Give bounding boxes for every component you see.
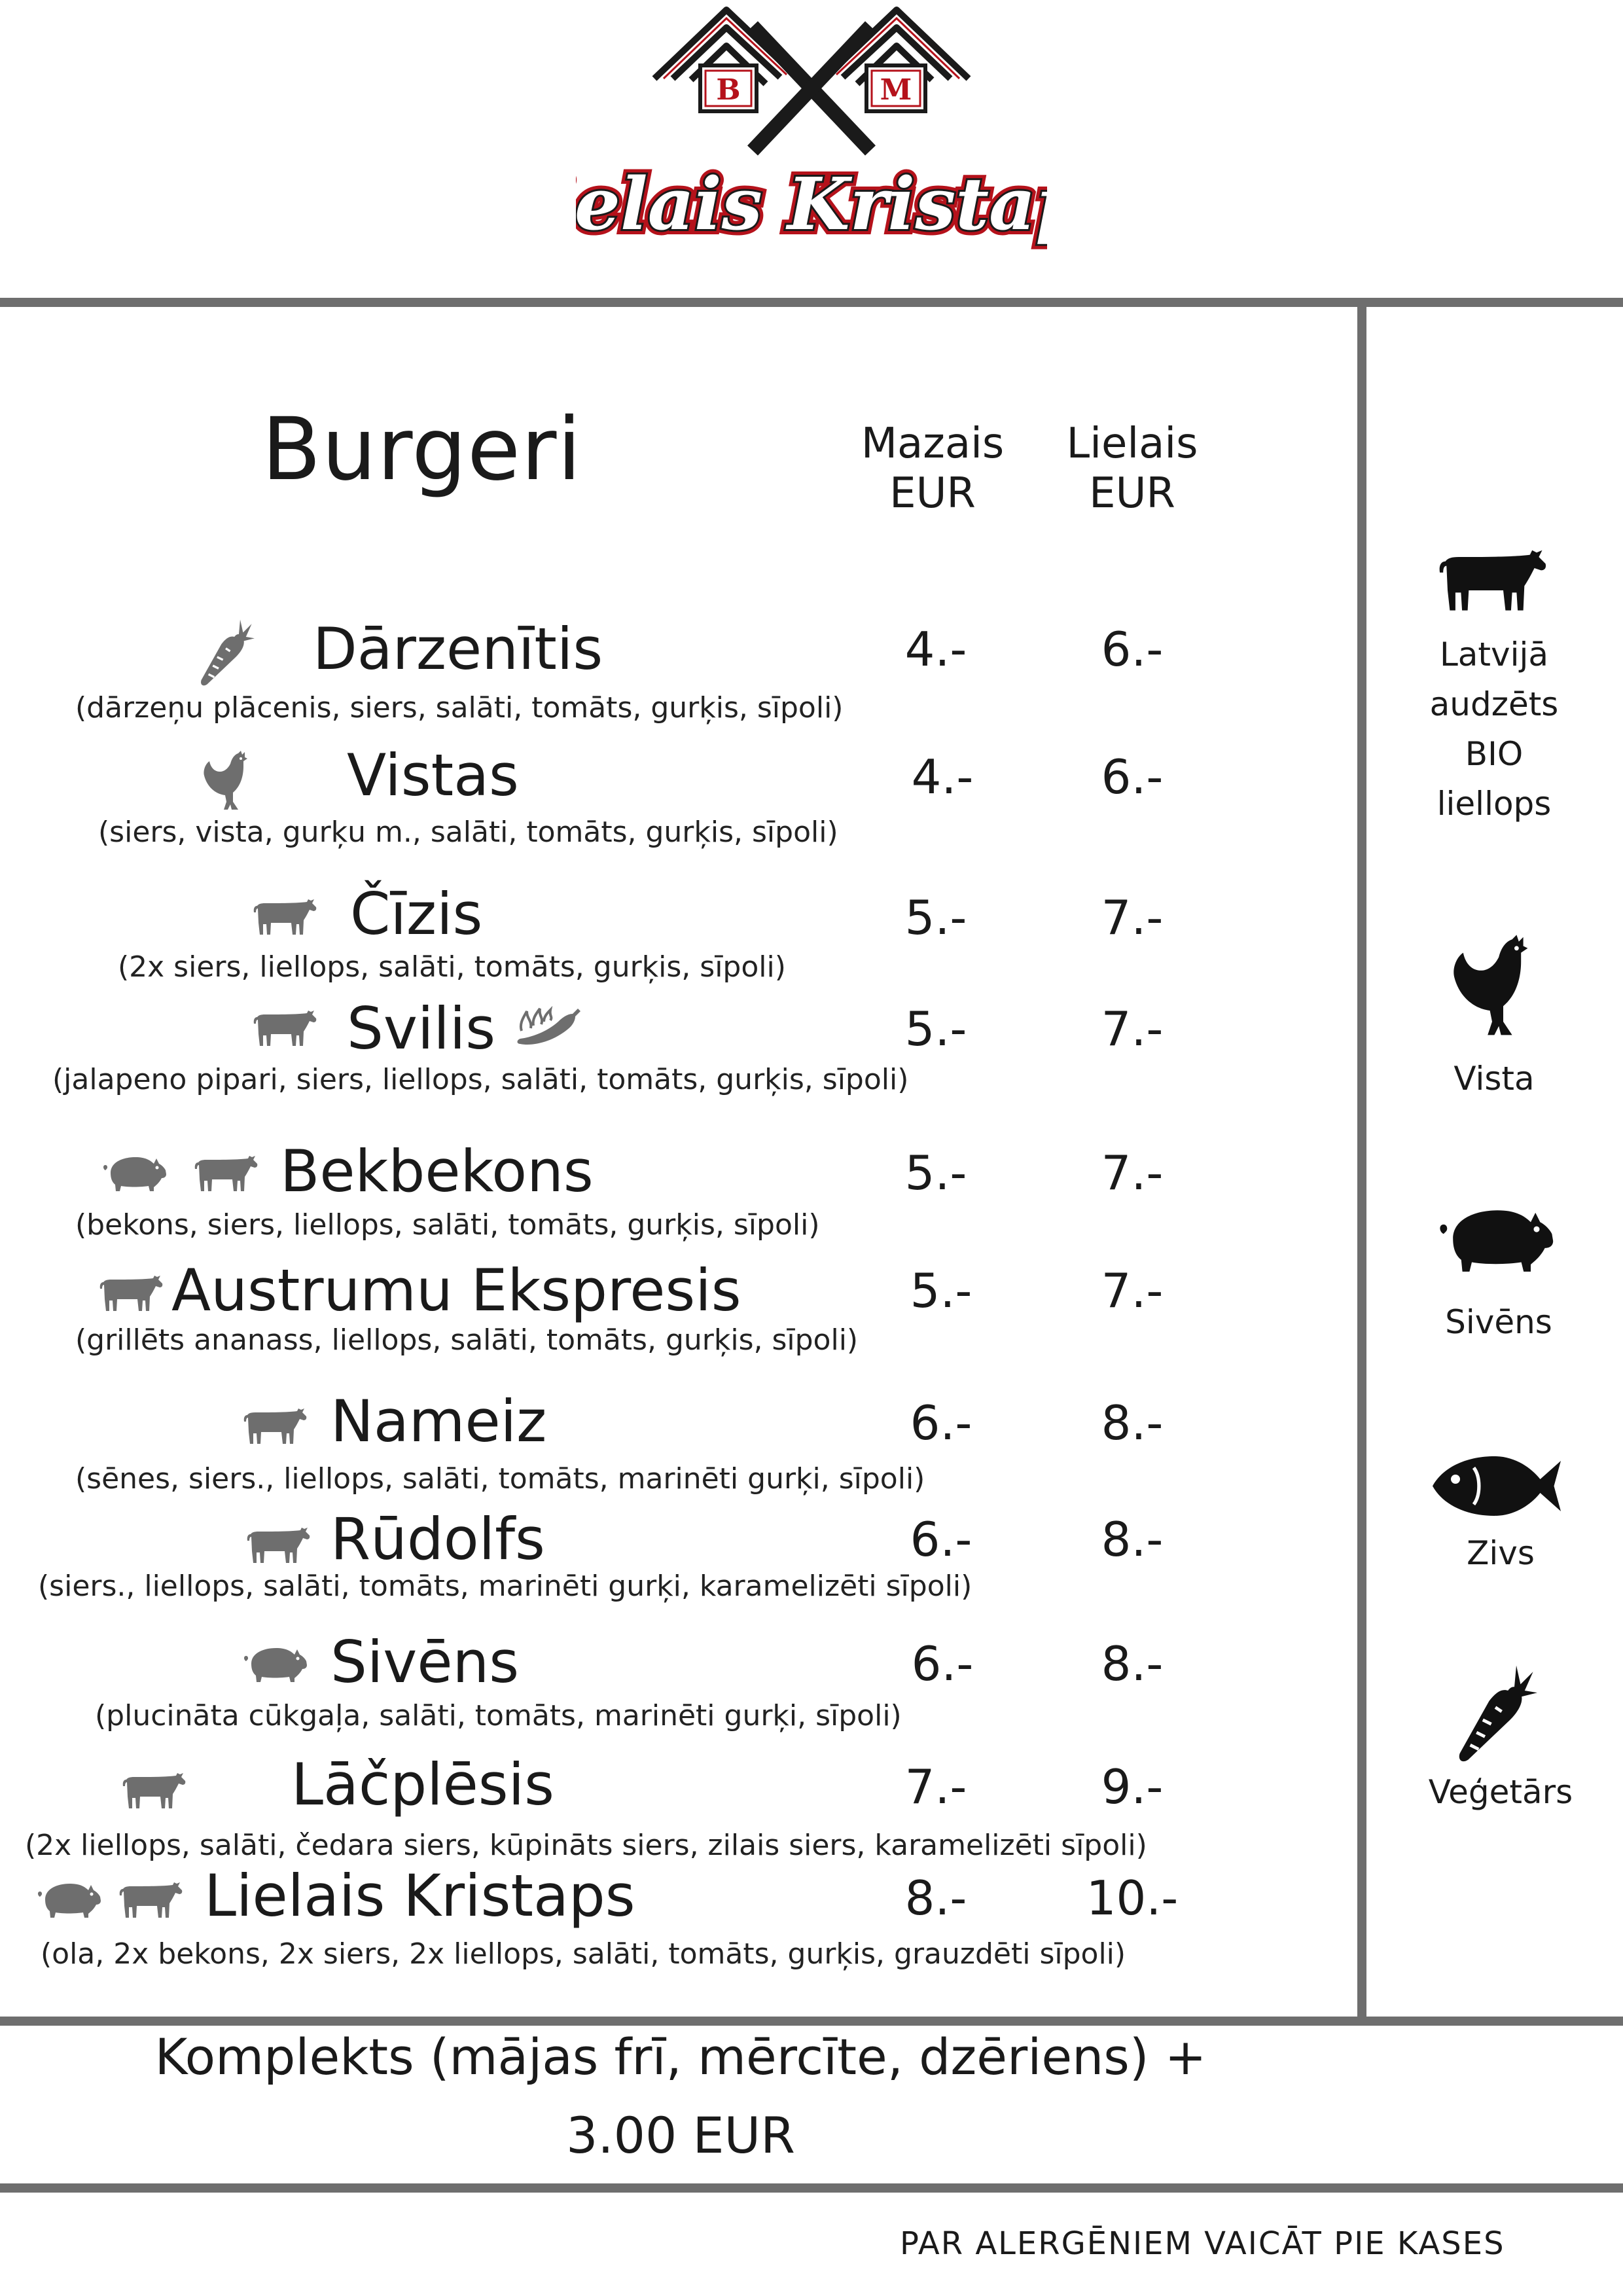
- legend-label-vegetarian: Veģetārs: [1428, 1773, 1573, 1811]
- price-large: 8.-: [1101, 1395, 1164, 1450]
- menu-title: Burgeri: [262, 399, 582, 500]
- hot-pepper-icon: [507, 1005, 586, 1050]
- price-small: 6.-: [911, 1636, 974, 1691]
- price-small: 5.-: [904, 1145, 967, 1200]
- price-small: 4.-: [904, 622, 967, 677]
- menu-item-desc: (ola, 2x bekons, 2x siers, 2x liellops, salāti, tomāts, gurķis, grauzdēti sīpoli): [41, 1937, 1126, 1971]
- menu-item-name: Bekbekons: [280, 1138, 594, 1205]
- menu-item-desc: (siers., liellops, salāti, tomāts, marinēti gurķi, karamelizēti sīpoli): [38, 1570, 972, 1603]
- cow-icon: [98, 1273, 164, 1312]
- menu-item-name: Vistas: [347, 742, 519, 809]
- menu-item-desc: (2x liellops, salāti, čedara siers, kūpināts siers, zilais siers, karamelizēti sīpoli): [25, 1829, 1147, 1862]
- menu-item-name: Svilis: [347, 995, 496, 1062]
- cow-icon: [118, 1880, 183, 1919]
- cow-icon: [121, 1770, 187, 1810]
- price-large: 10.-: [1086, 1871, 1179, 1926]
- price-large: 7.-: [1101, 1145, 1164, 1200]
- footer-divider: [0, 2183, 1623, 2193]
- price-small: 4.-: [911, 749, 974, 804]
- menu-item-name: Čīzis: [350, 880, 483, 948]
- price-small: 5.-: [904, 1001, 967, 1056]
- price-small: 8.-: [904, 1871, 967, 1926]
- carrot-icon: [196, 615, 255, 687]
- cow-icon: [252, 897, 317, 936]
- fish-icon: [1428, 1452, 1565, 1523]
- price-large: 8.-: [1101, 1512, 1164, 1567]
- menu-item-desc: (2x siers, liellops, salāti, tomāts, gurķis, sīpoli): [118, 950, 786, 984]
- menu-item-desc: (grillēts ananass, liellops, salāti, tomāts, gurķis, sīpoli): [75, 1323, 859, 1357]
- pig-icon: [242, 1644, 308, 1683]
- logo-letter-b: B: [716, 73, 741, 107]
- menu-item-desc: (jalapeno pipari, siers, liellops, salāti, tomāts, gurķis, sīpoli): [52, 1063, 909, 1096]
- legend-label-fish: Zivs: [1467, 1534, 1535, 1572]
- menu-item-name: Nameiz: [330, 1388, 547, 1455]
- price-large: 7.-: [1101, 1001, 1164, 1056]
- price-large: 9.-: [1101, 1759, 1164, 1814]
- menu-item-name: Austrumu Ekspresis: [171, 1257, 741, 1324]
- combo-offer-text: Komplekts (mājas frī, mērcīte, dzēriens) +: [154, 2028, 1207, 2086]
- top-divider: [0, 298, 1623, 307]
- carrot-icon: [1446, 1659, 1544, 1767]
- pig-icon: [36, 1880, 101, 1919]
- menu-item-desc: (bekons, siers, liellops, salāti, tomāts, gurķis, sīpoli): [75, 1208, 820, 1242]
- chicken-icon: [195, 749, 258, 815]
- bottom-divider: [0, 2017, 1623, 2026]
- price-small: 6.-: [910, 1395, 972, 1450]
- logo-script: elais Krista: [576, 162, 1036, 246]
- price-large: 8.-: [1101, 1636, 1164, 1691]
- cow-icon: [1436, 543, 1548, 618]
- menu-item-desc: (sēnes, siers., liellops, salāti, tomāts, marinēti gurķi, sīpoli): [75, 1462, 925, 1496]
- menu-item-name: Lāčplēsis: [291, 1751, 554, 1818]
- menu-item-desc: (dārzeņu plācenis, siers, salāti, tomāts, gurķis, sīpoli): [75, 691, 844, 725]
- price-small: 6.-: [910, 1512, 972, 1567]
- combo-offer-price: 3.00 EUR: [566, 2106, 795, 2164]
- pig-icon: [101, 1153, 167, 1193]
- menu-item-name: Sivēns: [330, 1628, 520, 1696]
- legend-label-chicken: Vista: [1454, 1060, 1535, 1098]
- logo-letter-m: M: [880, 73, 912, 107]
- column-small-header: Mazais EUR: [861, 420, 1005, 518]
- svg-text:Lielais Kristaps: elais Krista: [576, 162, 1036, 246]
- column-large-header: Lielais EUR: [1066, 420, 1198, 518]
- cow-icon: [245, 1525, 311, 1564]
- legend-label-pig: Sivēns: [1445, 1303, 1552, 1341]
- menu-item-name: Rūdolfs: [330, 1505, 545, 1573]
- menu-item-desc: (plucināta cūkgaļa, salāti, tomāts, marinēti gurķi, sīpoli): [95, 1699, 902, 1732]
- allergen-notice: PAR ALERGĒNIEM VAICĀT PIE KASES: [900, 2225, 1505, 2262]
- cow-icon: [252, 1008, 317, 1047]
- legend-divider: [1357, 298, 1366, 2026]
- price-large: 7.-: [1101, 1263, 1164, 1318]
- menu-item-desc: (siers, vista, gurķu m., salāti, tomāts, gurķis, sīpoli): [98, 816, 838, 849]
- price-small: 7.-: [904, 1759, 967, 1814]
- chicken-icon: [1440, 933, 1544, 1047]
- cow-icon: [193, 1153, 259, 1193]
- legend-label-beef: Latvijā audzēts BIO liellops: [1429, 636, 1559, 823]
- menu-item-name: Dārzenītis: [313, 615, 603, 683]
- price-small: 5.-: [904, 890, 967, 945]
- price-large: 6.-: [1101, 749, 1164, 804]
- price-large: 6.-: [1101, 622, 1164, 677]
- price-large: 7.-: [1101, 890, 1164, 945]
- restaurant-logo: [576, 0, 1047, 275]
- menu-item-name: Lielais Kristaps: [204, 1862, 635, 1929]
- cow-icon: [242, 1406, 308, 1445]
- price-small: 5.-: [910, 1263, 972, 1318]
- pig-icon: [1436, 1201, 1554, 1279]
